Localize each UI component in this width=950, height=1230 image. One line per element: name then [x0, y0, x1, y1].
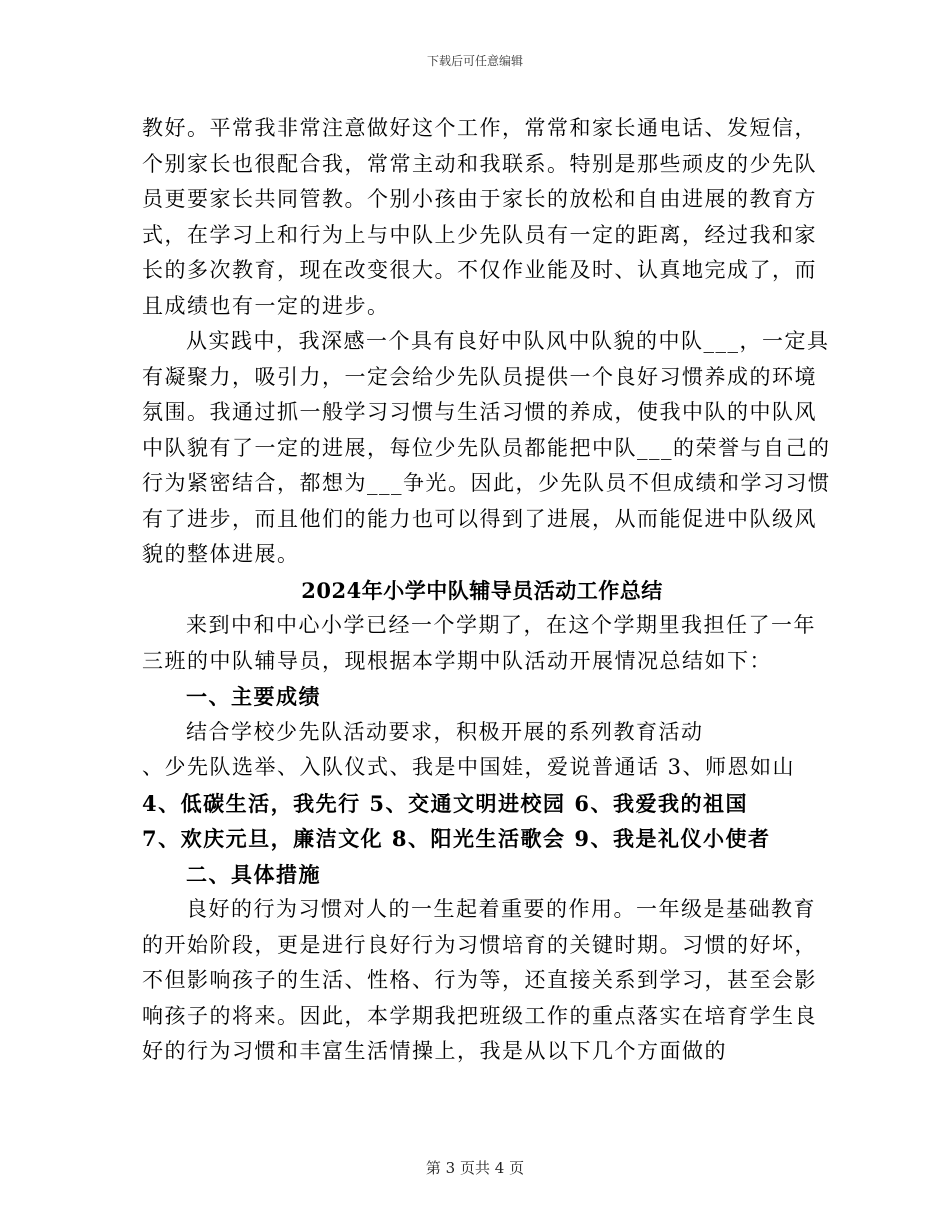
paragraph-line: 氛围。我通过抓一般学习习惯与生活习惯的养成，使我中队的中队风 [142, 400, 817, 424]
paragraph-line: 来到中和中心小学已经一个学期了，在这个学期里我担任了一年 [186, 613, 816, 637]
paragraph-line: 从实践中，我深感一个具有良好中队风中队貌的中队___，一定具 [186, 329, 830, 353]
paragraph-line: 教好。平常我非常注意做好这个工作，常常和家长通电话、发短信， [142, 116, 817, 140]
section-heading: 一、主要成绩 [186, 684, 321, 709]
paragraph-line: 行为紧密结合，都想为___争光。因此，少先队员不但成绩和学习习惯 [142, 471, 831, 495]
paragraph-line: 式，在学习上和行为上与中队上少先队员有一定的距离，经过我和家 [142, 222, 817, 247]
paragraph-line: 貌的整体进展。 [142, 542, 300, 566]
paragraph-line: 良好的行为习惯对人的一生起着重要的作用。一年级是基础教育 [186, 897, 816, 921]
activity-list-line: 7、欢庆元旦，廉洁文化 8、阳光生活歌会 9、我是礼仪小使者 [142, 826, 771, 851]
paragraph-line: 有凝聚力，吸引力，一定会给少先队员提供一个良好习惯养成的环境 [142, 364, 817, 389]
activity-list-line: 、少先队选举、入队仪式、我是中国娃，爱说普通话 3、师恩如山 [142, 755, 796, 779]
paragraph-line: 个别家长也很配合我，常常主动和我联系。特别是那些顽皮的少先队 [142, 151, 817, 176]
paragraph-line: 中队貌有了一定的进展，每位少先队员都能把中队___的荣誉与自己的 [142, 435, 831, 460]
paragraph-line: 不但影响孩子的生活、性格、行为等，还直接关系到学习，甚至会影 [142, 968, 817, 992]
page-footer: 第 3 页共 4 页 [425, 1159, 525, 1177]
paragraph-line: 好的行为习惯和丰富生活情操上，我是从以下几个方面做的 [142, 1039, 727, 1063]
paragraph-line: 响孩子的将来。因此，本学期我把班级工作的重点落实在培育学生良 [142, 1003, 817, 1028]
paragraph-line: 有了进步，而且他们的能力也可以得到了进展，从而能促进中队级风 [142, 506, 817, 531]
paragraph-line: 员更要家长共同管教。个别小孩由于家长的放松和自由进展的教育方 [142, 187, 817, 211]
page-header: 下载后可任意编辑 [426, 54, 523, 68]
document-body [142, 111, 831, 1070]
section-title: 2024年小学中队辅导员活动工作总结 [301, 577, 663, 603]
section-heading: 二、具体措施 [186, 861, 321, 887]
paragraph-line: 的开始阶段，更是进行良好行为习惯培育的关键时期。习惯的好坏， [142, 932, 817, 957]
paragraph-line: 三班的中队辅导员，现根据本学期中队活动开展情况总结如下： [142, 648, 772, 673]
activity-list-line: 4、低碳生活，我先行 5、交通文明进校园 6、我爱我的祖国 [142, 790, 748, 816]
paragraph-line: 结合学校少先队活动要求，积极开展的系列教育活动 [186, 719, 704, 744]
paragraph-line: 长的多次教育，现在改变很大。不仅作业能及时、认真地完成了，而 [142, 258, 817, 282]
paragraph-line: 且成绩也有一定的进步。 [142, 293, 390, 318]
